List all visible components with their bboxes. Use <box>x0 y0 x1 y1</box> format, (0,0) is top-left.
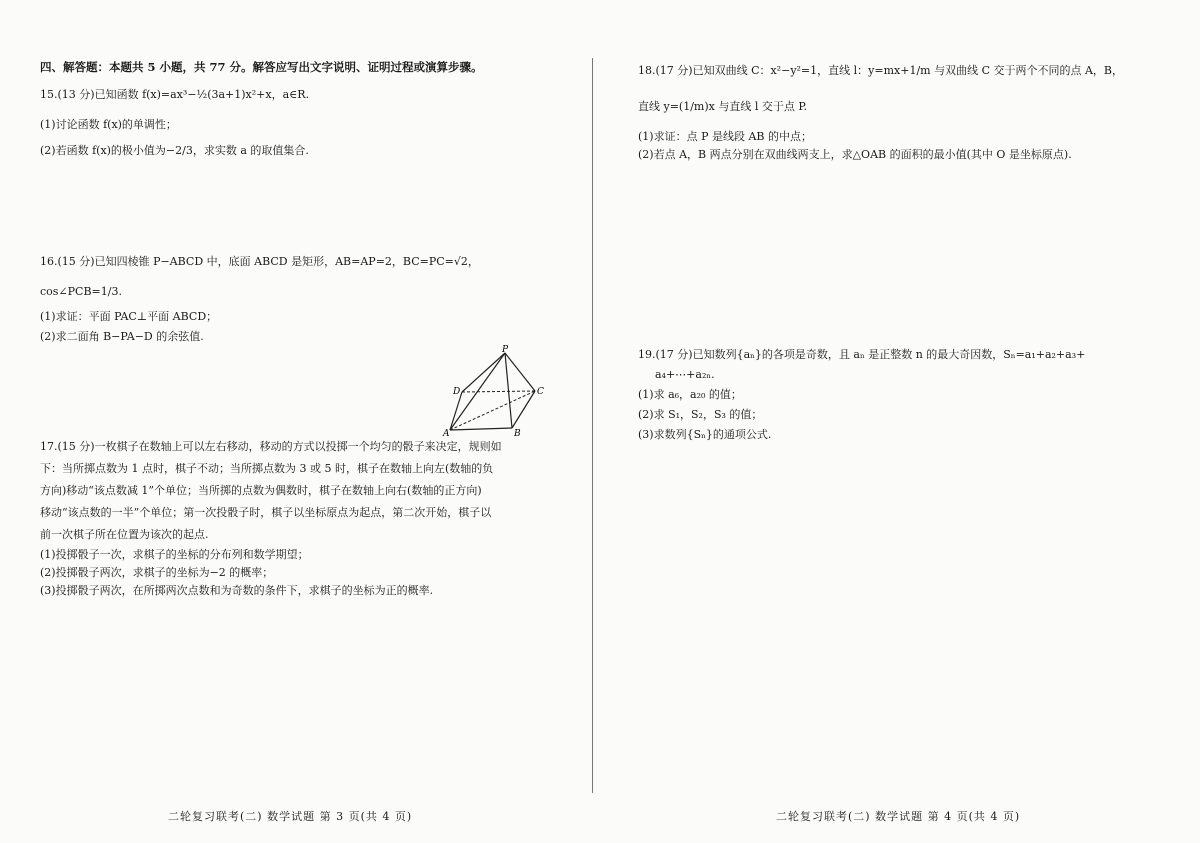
q17-part2: (2)投掷骰子两次，求棋子的坐标为−2 的概率； <box>40 566 274 579</box>
q19-part2: (2)求 S₁，S₂，S₃ 的值； <box>638 408 763 421</box>
q16-part1: (1)求证：平面 PAC⊥平面 ABCD； <box>40 310 218 323</box>
q16-part2: (2)求二面角 B−PA−D 的余弦值. <box>40 330 204 343</box>
q18-stem-line2: 直线 y=(1/m)x 与直线 l 交于点 P. <box>638 100 808 113</box>
right-page-footer: 二轮复习联考(二) 数学试题 第 4 页(共 4 页) <box>776 810 1021 823</box>
q19-part1: (1)求 a₆，a₂₀ 的值； <box>638 388 742 401</box>
q16-stem-line1: 16.(15 分)已知四棱锥 P−ABCD 中，底面 ABCD 是矩形，AB=AP=2，BC=PC=√2， <box>40 255 479 268</box>
q17-line2: 下：当所掷点数为 1 点时，棋子不动；当所掷点数为 3 或 5 时，棋子在数轴上向左(数轴的负 <box>40 462 494 475</box>
edge-PD <box>462 353 505 392</box>
edge-DA <box>450 392 462 430</box>
q18-part1: (1)求证：点 P 是线段 AB 的中点； <box>638 130 812 143</box>
q15-part2: (2)若函数 f(x)的极小值为−2/3，求实数 a 的取值集合. <box>40 144 309 157</box>
q19-stem-line2: a₄+⋯+a₂ₙ. <box>655 368 715 381</box>
left-page <box>0 0 590 843</box>
q17-line1: 17.(15 分)一枚棋子在数轴上可以左右移动，移动的方式以投掷一个均匀的骰子来决定，规则如 <box>40 440 502 453</box>
q17-part1: (1)投掷骰子一次，求棋子的坐标的分布列和数学期望； <box>40 548 309 561</box>
right-page <box>600 0 1200 843</box>
page-divider <box>592 58 593 793</box>
q17-part3: (3)投掷骰子两次，在所掷两次点数和为奇数的条件下，求棋子的坐标为正的概率. <box>40 584 434 597</box>
q17-line4: 移动“该点数的一半”个单位；第一次投骰子时，棋子以坐标原点为起点，第二次开始，棋子以 <box>40 506 492 519</box>
label-A: A <box>443 429 450 437</box>
label-P: P <box>502 345 509 355</box>
q16-stem-line2: cos∠PCB=1/3. <box>40 285 122 298</box>
label-D: D <box>453 387 461 397</box>
label-B: B <box>514 429 521 437</box>
section-heading: 四、解答题：本题共 5 小题，共 77 分。解答应写出文字说明、证明过程或演算步骤。 <box>40 60 483 74</box>
edge-PC <box>505 353 535 391</box>
q17-line3: 方向)移动“该点数减 1”个单位；当所掷的点数为偶数时，棋子在数轴上向右(数轴的正方向) <box>40 484 482 497</box>
q15-part1: (1)讨论函数 f(x)的单调性； <box>40 118 177 131</box>
q18-part2: (2)若点 A，B 两点分别在双曲线两支上，求△OAB 的面积的最小值(其中 O 是坐标原点). <box>638 148 1072 161</box>
edge-DC-hidden <box>462 391 535 392</box>
q15-stem: 15.(13 分)已知函数 f(x)=ax³−½(3a+1)x²+x，a∈R. <box>40 88 310 101</box>
edge-AB <box>450 428 512 430</box>
q19-part3: (3)求数列{Sₙ}的通项公式. <box>638 428 772 441</box>
pyramid-figure <box>440 345 560 437</box>
q17-line5: 前一次棋子所在位置为该次的起点. <box>40 528 209 541</box>
q19-stem-line1: 19.(17 分)已知数列{aₙ}的各项是奇数，且 aₙ 是正整数 n 的最大奇因数，Sₙ=a₁+a₂+a₃+ <box>638 348 1086 361</box>
label-C: C <box>537 387 544 397</box>
q18-stem-line1: 18.(17 分)已知双曲线 C：x²−y²=1，直线 l：y=mx+1/m 与双曲线 C 交于两个不同的点 A，B， <box>638 64 1124 77</box>
edge-PB <box>505 353 512 428</box>
left-page-footer: 二轮复习联考(二) 数学试题 第 3 页(共 4 页) <box>168 810 413 823</box>
